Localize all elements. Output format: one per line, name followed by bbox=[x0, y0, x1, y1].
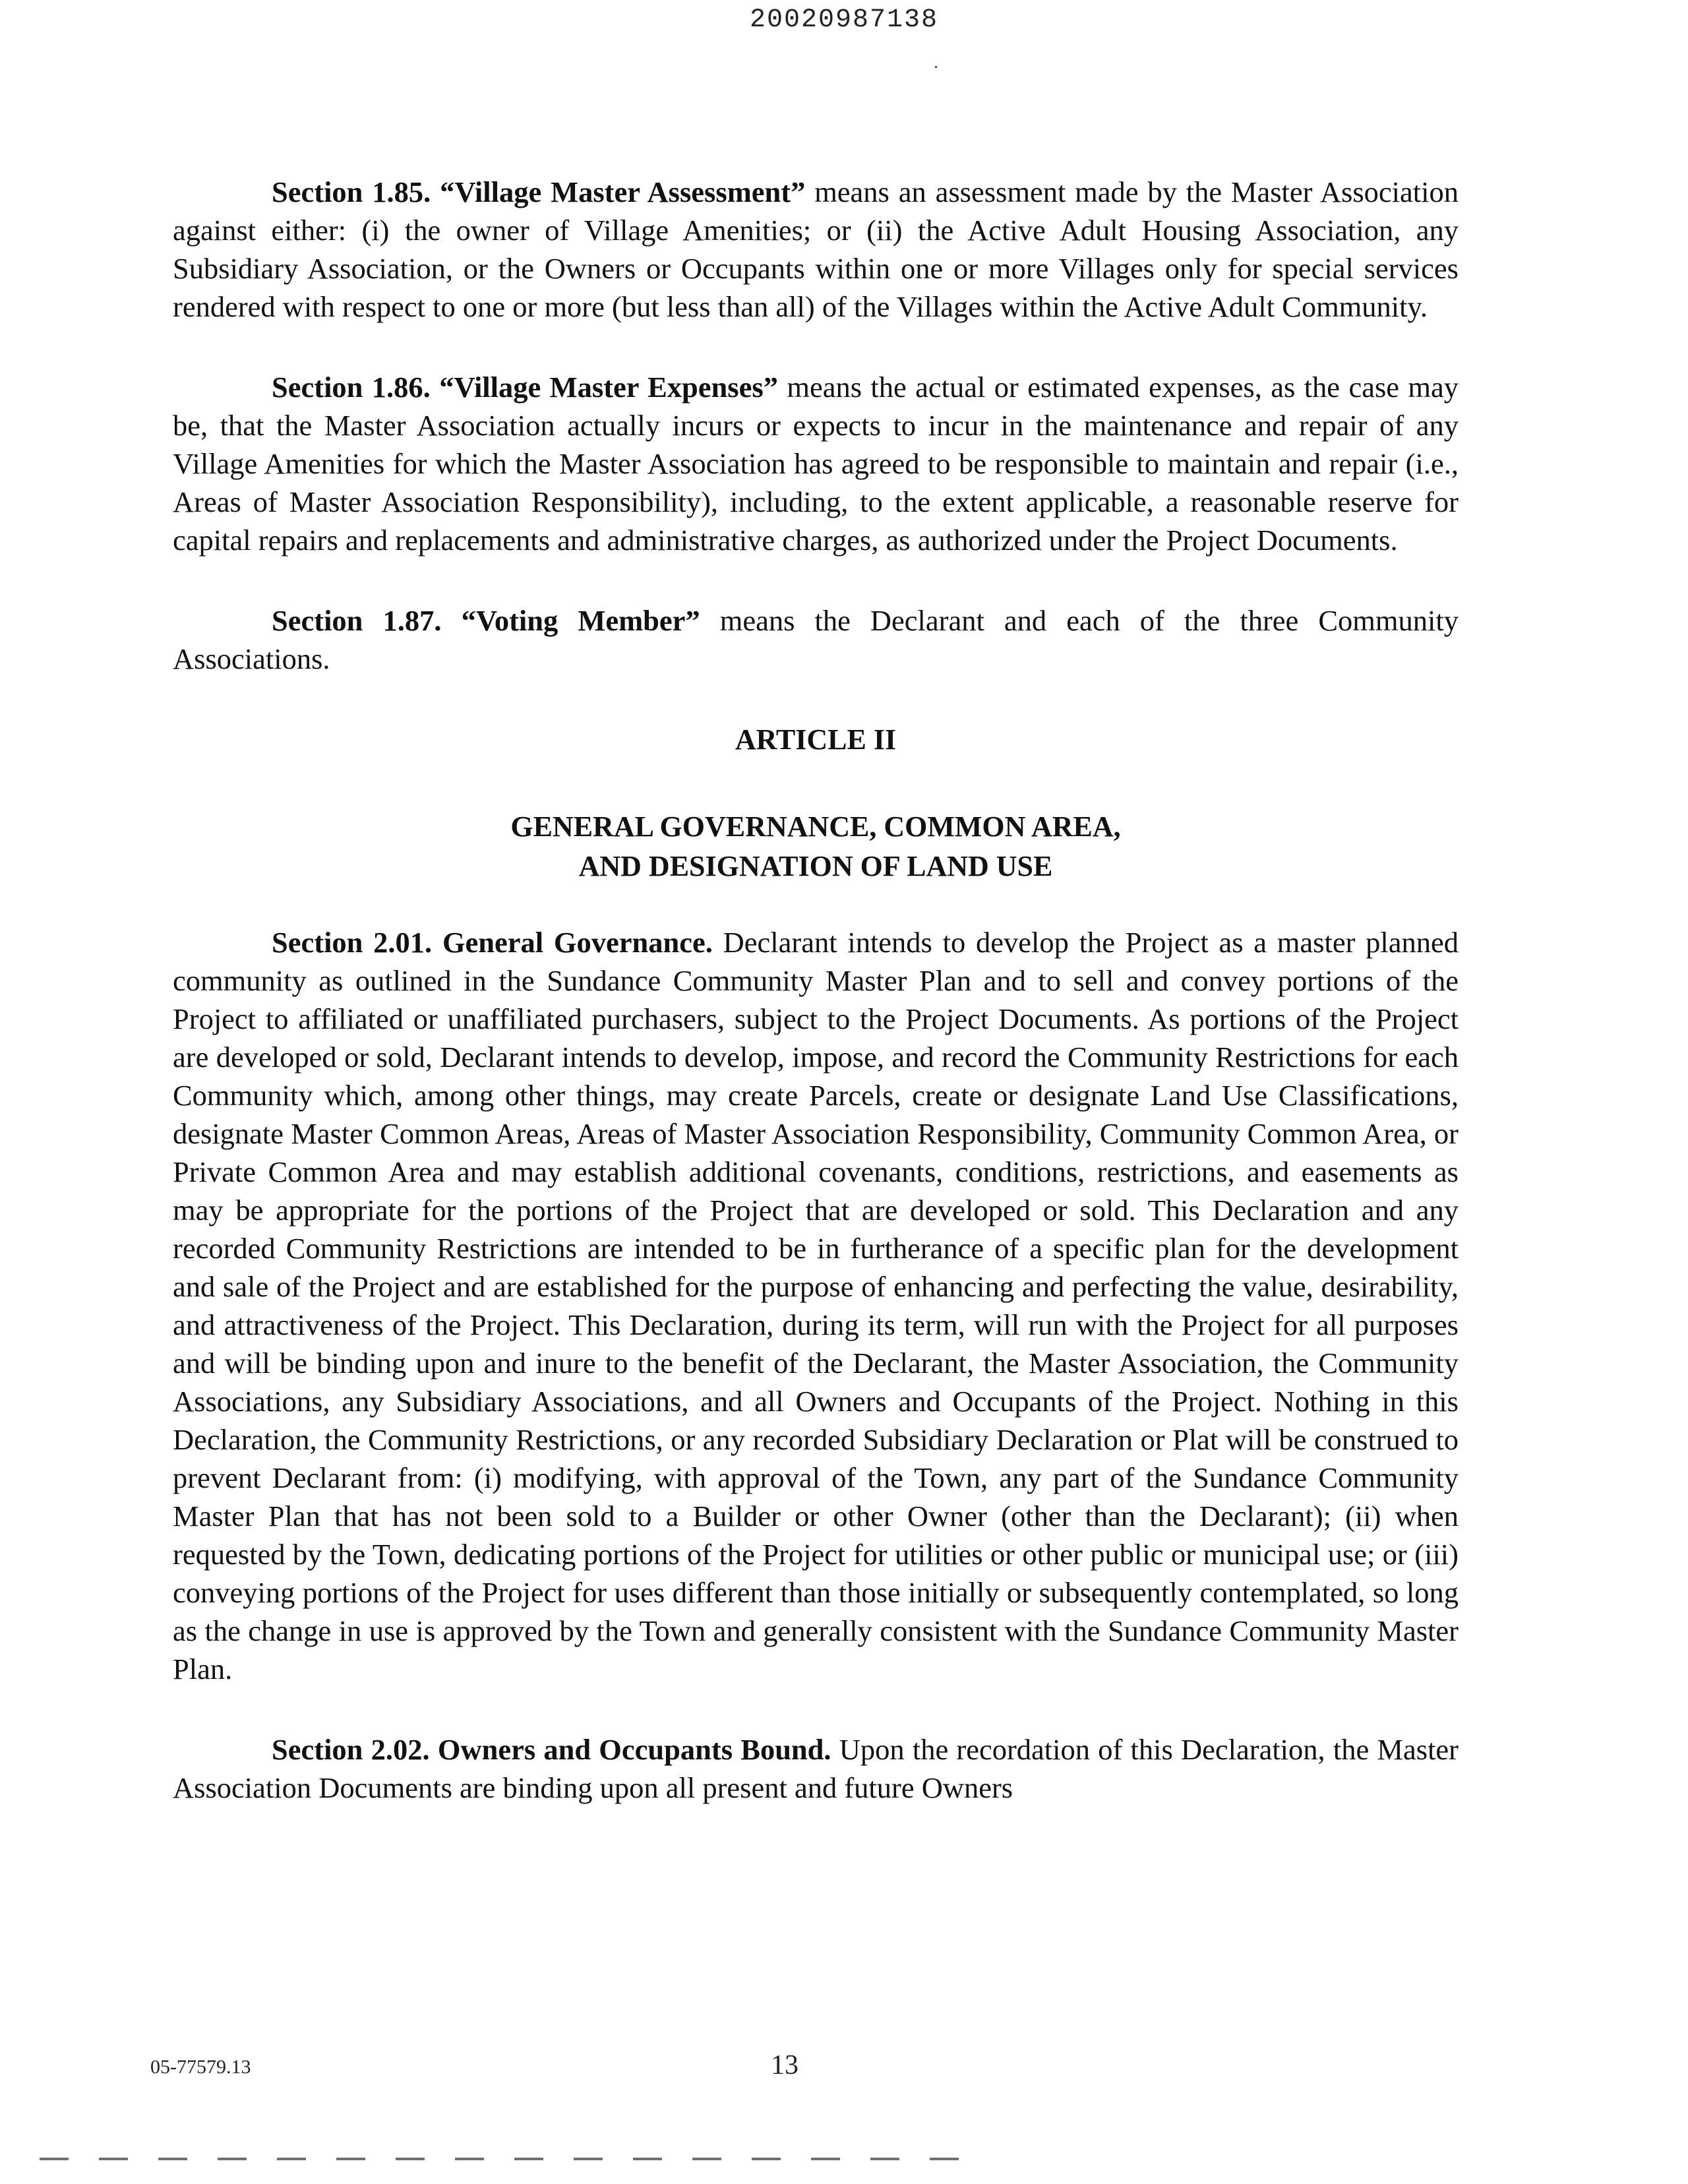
section-text: means the actual or estimated expenses, as the case may be, that the Master Association actually incurs or expects to incur in the maintenance and repair of any Village Amenities for which the Master Association has agreed to be responsible to maintain and repair (i.e., Areas of Master Association Responsibility), including, to the extent applicable, a reasonable reserve for capital repairs and replacements and administrative charges, as authorized under the Project Documents. bbox=[173, 371, 1459, 557]
scan-speck bbox=[935, 66, 937, 68]
section-label: Section 1.85. bbox=[272, 175, 431, 208]
section-text: means the Declarant and each of the three Community Associations. bbox=[173, 604, 1459, 675]
section-1-85 bbox=[173, 173, 1459, 326]
article-subtitle-line-2: AND DESIGNATION OF LAND USE bbox=[578, 850, 1053, 882]
document-number: 20020987138 bbox=[749, 5, 939, 35]
defined-term: “Village Master Expenses” bbox=[439, 371, 778, 404]
section-1-87 bbox=[173, 601, 1459, 678]
section-1-86 bbox=[173, 368, 1459, 559]
section-text: Upon the recordation of this Declaration, the Master Association Documents are binding upon all present and future Owners bbox=[173, 1733, 1459, 1804]
defined-term: “Voting Member” bbox=[461, 604, 700, 637]
defined-term: “Village Master Assessment” bbox=[440, 175, 806, 208]
section-title: Owners and Occupants Bound. bbox=[437, 1733, 831, 1766]
section-title: General Governance. bbox=[442, 926, 713, 959]
section-label: Section 2.01. bbox=[272, 926, 433, 959]
section-2-01 bbox=[173, 923, 1459, 1688]
section-2-02 bbox=[173, 1730, 1459, 1807]
document-body bbox=[173, 173, 1459, 1849]
page-number: 13 bbox=[771, 2050, 799, 2080]
article-subtitle-line-1: GENERAL GOVERNANCE, COMMON AREA, bbox=[510, 810, 1121, 843]
scan-artifact-line bbox=[40, 2158, 976, 2160]
section-label: Section 1.87. bbox=[272, 604, 442, 637]
section-text: means an assessment made by the Master Association against either: (i) the owner of Village Amenities; or (ii) the Active Adult Housing Association, any Subsidiary Association, or the Owners or Occupants within one or more Villages only for special services rendered with respect to one or more (but less than all) of the Villages within the Active Adult Community. bbox=[173, 175, 1459, 323]
section-text: Declarant intends to develop the Project as a master planned community as outlined in the Sundance Community Master Plan and to sell and convey portions of the Project to affiliated or unaffiliated purchasers, subject to the Project Documents. As portions of the Project are developed or sold, Declarant intends to develop, impose, and record the Community Restrictions for each Community which, among other things, may create Parcels, create or designate Land Use Classifications, designate Master Common Areas, Areas of Master Association Responsibility, Community Common Area, or Private Common Area and may establish additional covenants, conditions, restrictions, and easements as may be appropriate for the portions of the Project that are developed or sold. This Declaration and any recorded Community Restrictions are intended to be in furtherance of a specific plan for the development and sale of the Project and are established for the purpose of enhancing and perfecting the value, desirability, and attractiveness of the Project. This Declaration, during its term, will run with the Project for all purposes and will be binding upon and inure to the benefit of the Declarant, the Master Association, the Community Associations, any Subsidiary Associations, and all Owners and Occupants of the Project. Nothing in this Declaration, the Community Restrictions, or any recorded Subsidiary Declaration or Plat will be construed to prevent Declarant from: (i) modifying, with approval of the Town, any part of the Sundance Community Master Plan that has not been sold to a Builder or other Owner (other than the Declarant); (ii) when requested by the Town, dedicating portions of the Project for utilities or other public or municipal use; or (iii) conveying portions of the Project for uses different than those initially or subsequently contemplated, so long as the change in use is approved by the Town and generally consistent with the Sundance Community Master Plan. bbox=[173, 926, 1459, 1685]
footer-document-id: 05-77579.13 bbox=[150, 2056, 251, 2078]
section-label: Section 2.02. bbox=[272, 1733, 430, 1766]
article-title: ARTICLE II bbox=[735, 723, 897, 756]
section-label: Section 1.86. bbox=[272, 371, 431, 404]
